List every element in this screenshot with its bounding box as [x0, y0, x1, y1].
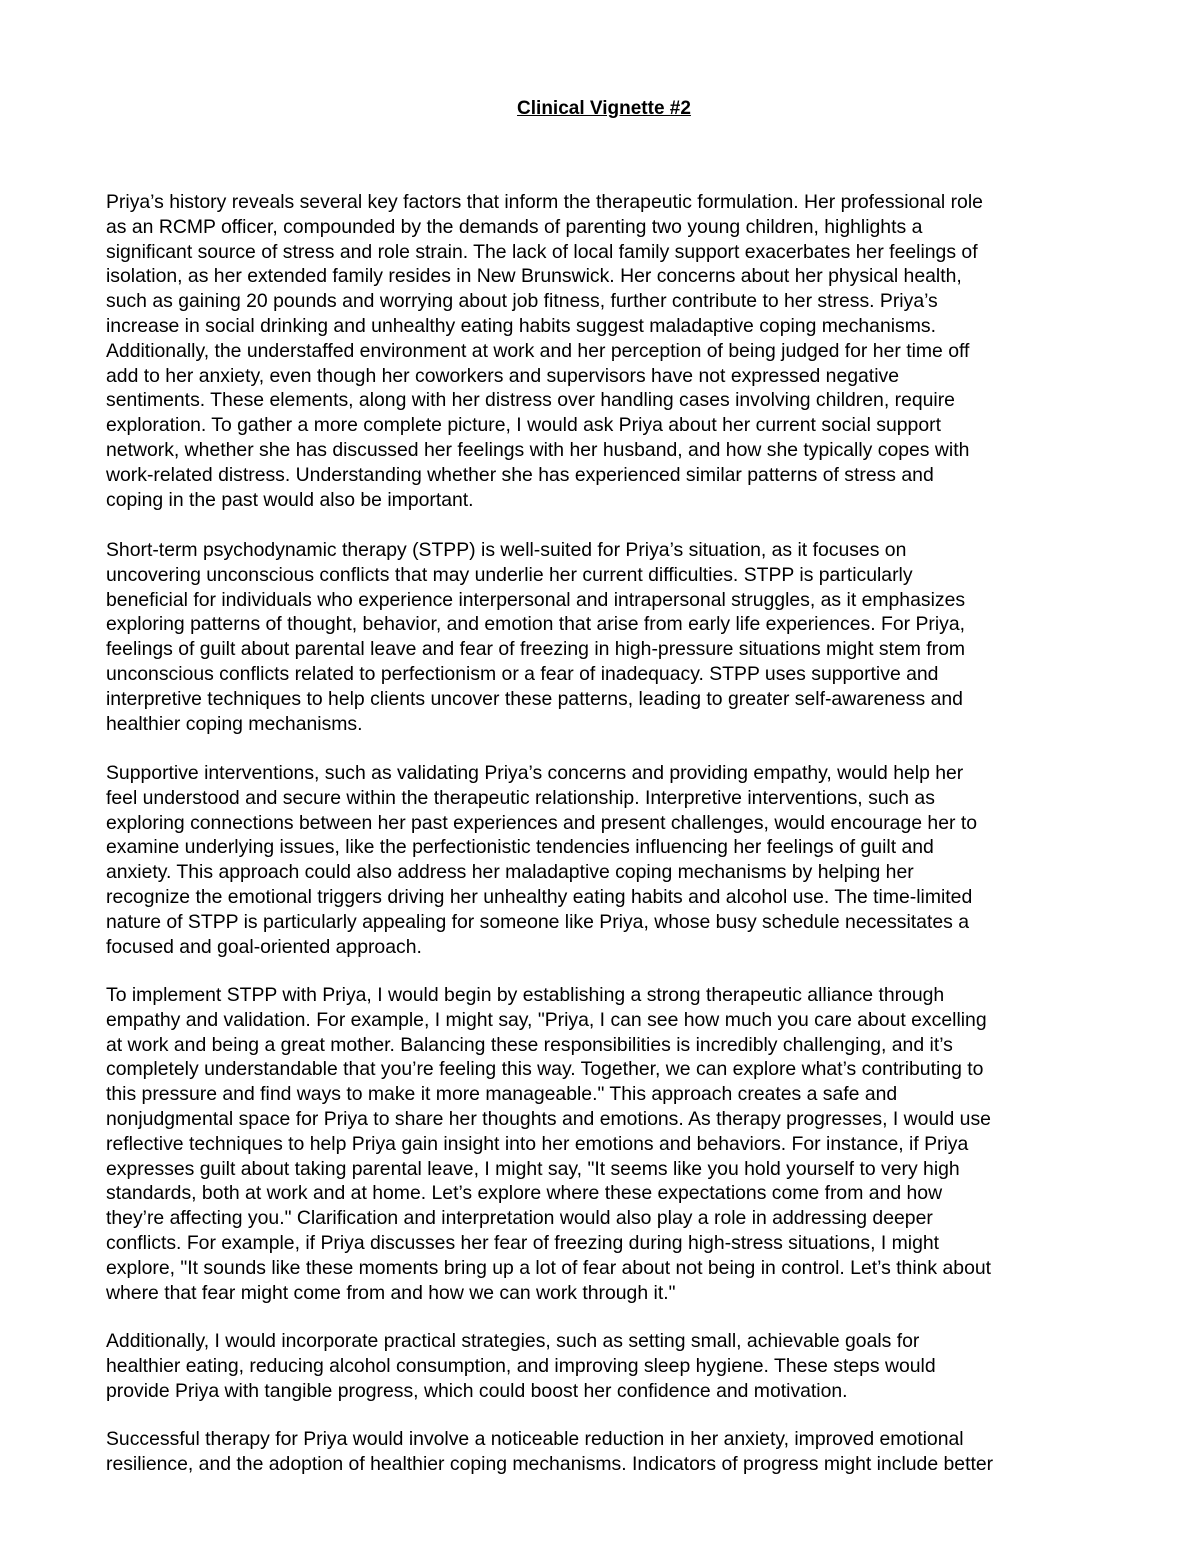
text-line: Additionally, I would incorporate practical strategies, such as setting small, achievable goals for: [106, 1330, 920, 1352]
text-line: nonjudgmental space for Priya to share her thoughts and emotions. As therapy progresses, I would use: [106, 1107, 991, 1130]
text-line: add to her anxiety, even though her coworkers and supervisors have not expressed negative: [106, 364, 899, 387]
text-line: feelings of guilt about parental leave and fear of freezing in high-pressure situations might stem from: [106, 638, 966, 661]
text-line: exploring patterns of thought, behavior, and emotion that arise from early life experiences. For Priya,: [106, 613, 966, 636]
paragraph-2: [106, 538, 1102, 736]
text-line: sentiments. These elements, along with her distress over handling cases involving children, require: [106, 389, 955, 412]
text-line: reflective techniques to help Priya gain insight into her emotions and behaviors. For instance, if Priya: [106, 1132, 969, 1155]
text-line: beneficial for individuals who experience interpersonal and intrapersonal struggles, as it emphasizes: [106, 588, 966, 611]
text-line: Successful therapy for Priya would involve a noticeable reduction in her anxiety, improved emotional: [106, 1428, 964, 1450]
text-line: empathy and validation. For example, I might say, "Priya, I can see how much you care about excelling: [106, 1008, 987, 1031]
text-line: as an RCMP officer, compounded by the demands of parenting two young children, highlights a: [106, 215, 923, 238]
text-line: where that fear might come from and how we can work through it.": [106, 1281, 676, 1304]
paragraph-3: [106, 761, 1102, 959]
paragraph-5: [106, 1329, 1102, 1403]
text-line: Additionally, the understaffed environment at work and her perception of being judged for her time off: [106, 339, 970, 362]
text-line: resilience, and the adoption of healthier coping mechanisms. Indicators of progress might include better: [106, 1452, 994, 1475]
text-line: network, whether she has discussed her feelings with her husband, and how she typically copes with: [106, 438, 970, 461]
text-line: nature of STPP is particularly appealing for someone like Priya, whose busy schedule necessitates a: [106, 910, 969, 933]
text-line: examine underlying issues, like the perfectionistic tendencies influencing her feelings of guilt and: [106, 836, 934, 859]
text-line: conflicts. For example, if Priya discusses her fear of freezing during high-stress situations, I might: [106, 1231, 940, 1254]
text-line: unconscious conflicts related to perfectionism or a fear of inadequacy. STPP uses supportive and: [106, 662, 939, 685]
text-line: standards, both at work and at home. Let’s explore where these expectations come from and how: [106, 1182, 943, 1205]
text-line: Short-term psychodynamic therapy (STPP) is well-suited for Priya’s situation, as it focuses on: [106, 539, 907, 561]
paragraph-6: [106, 1427, 1102, 1477]
text-line: completely understandable that you’re feeling this way. Together, we can explore what’s contributing to: [106, 1058, 984, 1081]
text-line: exploring connections between her past experiences and present challenges, would encourage her to: [106, 811, 977, 834]
text-line: they’re affecting you." Clarification and interpretation would also play a role in addressing deeper: [106, 1207, 933, 1230]
text-line: exploration. To gather a more complete picture, I would ask Priya about her current social support: [106, 414, 941, 437]
text-line: such as gaining 20 pounds and worrying about job fitness, further contribute to her stress. Priya’s: [106, 290, 938, 313]
text-line: focused and goal-oriented approach.: [106, 935, 422, 958]
text-line: healthier eating, reducing alcohol consumption, and improving sleep hygiene. These steps would: [106, 1354, 936, 1377]
paragraph-1: [106, 190, 1102, 512]
text-line: significant source of stress and role strain. The lack of local family support exacerbates her feelings of: [106, 240, 978, 263]
text-line: isolation, as her extended family resides in New Brunswick. Her concerns about her physical health,: [106, 265, 962, 288]
text-line: interpretive techniques to help clients uncover these patterns, leading to greater self-awareness and: [106, 687, 963, 710]
text-line: healthier coping mechanisms.: [106, 712, 363, 735]
text-line: provide Priya with tangible progress, which could boost her confidence and motivation.: [106, 1379, 848, 1402]
text-line: Priya’s history reveals several key factors that inform the therapeutic formulation. Her professional role: [106, 191, 983, 213]
text-line: work-related distress. Understanding whether she has experienced similar patterns of stress and: [106, 463, 934, 486]
text-line: this pressure and find ways to make it more manageable." This approach creates a safe and: [106, 1083, 898, 1106]
text-line: expresses guilt about taking parental leave, I might say, "It seems like you hold yourself to very high: [106, 1157, 960, 1180]
text-line: at work and being a great mother. Balancing these responsibilities is incredibly challenging, and it’s: [106, 1033, 953, 1056]
text-line: increase in social drinking and unhealthy eating habits suggest maladaptive coping mechanisms.: [106, 314, 936, 337]
text-line: To implement STPP with Priya, I would begin by establishing a strong therapeutic alliance through: [106, 984, 945, 1006]
text-line: anxiety. This approach could also address her maladaptive coping mechanisms by helping her: [106, 861, 914, 884]
text-line: coping in the past would also be important.: [106, 488, 474, 511]
text-line: Supportive interventions, such as validating Priya’s concerns and providing empathy, would help her: [106, 762, 964, 784]
text-line: explore, "It sounds like these moments bring up a lot of fear about not being in control. Let’s think about: [106, 1256, 992, 1279]
paragraph-4: [106, 983, 1102, 1305]
text-line: uncovering unconscious conflicts that may underlie her current difficulties. STPP is particularly: [106, 563, 913, 586]
text-line: feel understood and secure within the therapeutic relationship. Interpretive interventions, such as: [106, 786, 935, 809]
document-title: Clinical Vignette #2: [517, 98, 691, 119]
text-line: recognize the emotional triggers driving her unhealthy eating habits and alcohol use. The time-limited: [106, 885, 973, 908]
